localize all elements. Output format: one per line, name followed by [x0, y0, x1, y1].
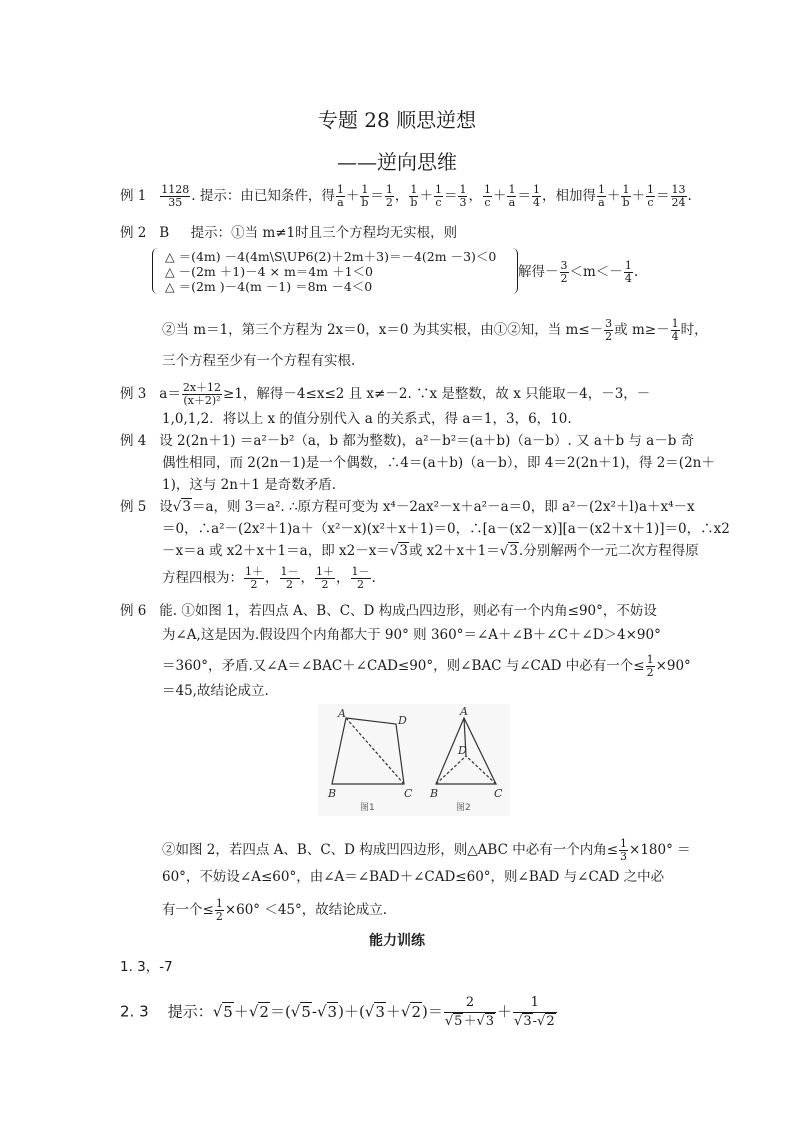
figure-illustration [318, 704, 510, 816]
fig1-label-a: A [338, 707, 346, 720]
answer-1: 1. 3，-7 [120, 959, 173, 975]
example-5-line-2: ＝0，∴a²－(2x²＋1)a＋（x²－x)(x²＋x＋1)＝0，∴[a－(x2－x)][a－(x2＋x＋1)]＝0，∴x2 [162, 521, 730, 537]
example-3: 例 3 a＝ $\frac{2x+12}{\text{(x＋2)²}}$ ≥1，解得－4≤x≤2 且 x≠－2. ∵x 是整数，故 x 只能取－4，－3，－ [120, 381, 651, 407]
figure-2-segment-cd [466, 756, 496, 784]
example-2: 例 2 B 提示：①当 m≠1时且三个方程均无实根，则 [120, 225, 458, 241]
page-subtitle: ——逆向思维 [337, 150, 457, 174]
fig2-label-a: A [460, 705, 468, 718]
example-1: 例 1 $\frac{1128}{35}$ . 提示：由已知条件，得 $\frac{1}{a}$ ＋ $\frac{1}{b}$ ＝ $\frac{1}{2}$ ， $\frac{1}{b}$ ＋ $\frac{1}{c}$ ＝ $\frac{1}{3}$ ， $\frac{1}{c}$ ＋ $\frac{1}{a}$ ＝ $\frac{1}{4}$ ，相加得 $\frac{1}{a}$ ＋ $\frac{1}{b}$ ＋ $\frac{1}{c}$ ＝ $\frac{13}{24}$ . [120, 183, 692, 209]
right-brace [510, 248, 518, 294]
fig2-label-d: D [458, 744, 467, 757]
fig2-label-b: B [430, 787, 439, 800]
example-5: 例 5 设√3＝a，则 3＝a². ∴原方程可变为 x⁴－2ax²－x＋a²－a＝0，即 a²－(2x²＋l)a＋x⁴－x [120, 499, 695, 515]
example-4: 例 4 设 2(2n＋1) ＝a²－b²（a，b 都为整数)，a²－b²＝(a＋b)（a－b）. 又 a＋b 与 a－b 奇 [120, 433, 695, 449]
example-2-part-2: ②当 m＝1，第三个方程为 2x＝0，x＝0 为其实根，由①②知，当 m≤－ $\frac{3}{2}$ 或 m≥－ $\frac{1}{4}$ 时， [162, 317, 708, 343]
section-heading: 能力训练 [369, 933, 425, 949]
page-title: 专题 28 顺思逆想 [317, 108, 477, 132]
quadrilateral-figures [318, 704, 510, 816]
fig1-label-c: C [404, 787, 413, 800]
fig1-label-d: D [398, 714, 407, 727]
example-6-line-3: ＝360°，矛盾.又∠A＝∠BAC＋∠CAD≤90°，则∠BAC 与∠CAD 中必有一个≤ $\frac{1}{2}$ ×90° [162, 653, 691, 679]
example-4-line-2: 偶性相同，而 2(2n－1)是一个偶数，∴4＝(a＋b)（a－b），即 4＝2(2n＋1)，得 2＝(2n＋ [162, 455, 715, 471]
example-5-line-3: －x＝a 或 x2＋x＋1＝a，即 x2－x＝√3或 x2＋x＋1＝√3.分别解两个一元二次方程得原 [162, 543, 699, 559]
fig1-caption: 图1 [360, 803, 375, 813]
system-row-2: △ －(2m ＋1)－4 × m＝4m ＋1＜0 [165, 264, 373, 279]
example-6-line-4: ＝45,故结论成立. [162, 683, 269, 699]
left-brace [152, 248, 160, 294]
answer-2: 2. 3 提示：√5＋√2＝(√5-√3)＋(√3＋√2)＝ $\frac{2}{√5+√3}$ ＋ $\frac{1}{√3-√2}$ [120, 995, 555, 1029]
figure-1-quadrilateral [332, 718, 404, 784]
example-6-part-2-line-3: 有一个≤ $\frac{1}{2}$ ×60° ＜45°，故结论成立. [162, 897, 388, 923]
example-6-part-2: ②如图 2，若四点 A、B、C、D 构成凹四边形，则△ABC 中必有一个内角≤ $\frac{1}{3}$ ×180° ＝ [162, 837, 691, 863]
example-6-part-2-line-2: 60°，不妨设∠A≤60°，由∠A＝∠BAD＋∠CAD≤60°，则∠BAD 与∠CAD 之中必 [162, 869, 665, 885]
example-2-conclusion: 三个方程至少有一个方程有实根. [162, 353, 356, 369]
example-6: 例 6 能. ①如图 1，若四点 A、B、C、D 构成凸四边形，则必有一个内角≤90°，不妨设 [120, 603, 657, 619]
example-6-line-2: 为∠A,这是因为.假设四个内角都大于 90° 则 360°＝∠A＋∠B＋∠C＋∠D＞4×90° [162, 627, 661, 643]
figure-1-diagonal [346, 718, 404, 784]
system-solution: 解得－ $\frac{3}{2}$ ＜m＜－ $\frac{1}{4}$ . [518, 259, 639, 285]
system-row-3: △ ＝(2m )－4(m －1) ＝8m －4＜0 [165, 279, 373, 294]
fig2-caption: 图2 [456, 803, 471, 813]
fig2-label-c: C [494, 787, 503, 800]
figure-2-segment-bd [436, 756, 466, 784]
system-row-1: △ ＝(4m) －4(4m\S\UP6(2)＋2m＋3)＝－4(2m －3)＜0 [165, 249, 497, 264]
example-3-line-2: 1,0,1,2．将以上 x 的值分别代入 a 的关系式，得 a＝1，3，6，10. [162, 411, 572, 427]
example-4-line-3: 1)，这与 2n＋1 是奇数矛盾. [162, 477, 337, 493]
example-5-roots: 方程四根为： $\frac{1+}{2}$ ， $\frac{1-}{2}$ ， $\frac{1+}{2}$ ， $\frac{1-}{2}$ . [162, 565, 376, 591]
fig1-label-b: B [328, 787, 337, 800]
answer-fraction: $\frac{1128}{35}$ [161, 183, 190, 209]
